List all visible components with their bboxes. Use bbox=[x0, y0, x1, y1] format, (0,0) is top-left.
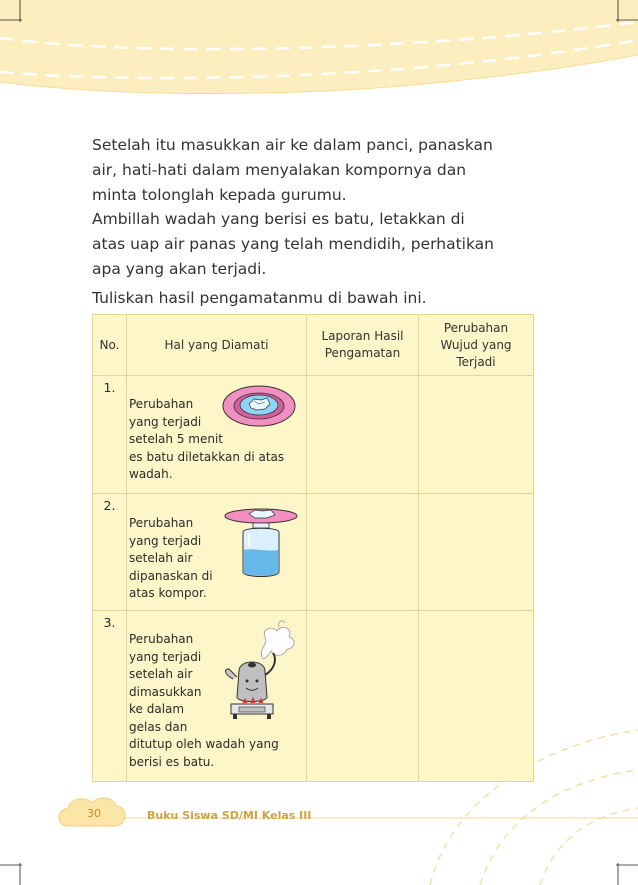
description-line: Perubahan bbox=[129, 632, 194, 646]
table-row bbox=[93, 611, 534, 782]
row-description bbox=[127, 376, 307, 494]
description-line: dipanaskan di bbox=[129, 568, 213, 583]
description-line: gelas dan bbox=[129, 719, 188, 734]
report-cell[interactable] bbox=[307, 494, 419, 611]
header-line: Wujud yang bbox=[440, 337, 512, 352]
page-number: 30 bbox=[87, 807, 101, 820]
header-no: No. bbox=[93, 315, 127, 376]
row-description bbox=[127, 611, 307, 782]
change-cell[interactable] bbox=[419, 376, 534, 494]
header-line: Pengamatan bbox=[324, 346, 401, 360]
observation-table bbox=[92, 314, 534, 782]
description-line: setelah air bbox=[129, 551, 193, 565]
description-line: ditutup oleh wadah yang bbox=[129, 737, 279, 751]
description-line: atas kompor. bbox=[129, 586, 207, 600]
change-cell[interactable] bbox=[419, 611, 534, 782]
table-row bbox=[93, 494, 534, 611]
instruction-paragraph-heat-water bbox=[92, 133, 542, 208]
book-title: Buku Siswa SD/MI Kelas III bbox=[147, 809, 312, 822]
description-line: ke dalam bbox=[129, 702, 185, 716]
table-header-row bbox=[93, 315, 534, 376]
description-line: setelah 5 menit bbox=[129, 432, 223, 446]
description-line: yang terjadi bbox=[129, 649, 202, 664]
text-line: Setelah itu masukkan air ke dalam panci, panaskan bbox=[92, 136, 493, 154]
text-line: Ambillah wadah yang berisi es batu, letakkan di bbox=[92, 210, 465, 228]
text-line: atas uap air panas yang telah mendidih, perhatikan bbox=[92, 235, 494, 253]
description-line: es batu diletakkan di atas bbox=[129, 449, 285, 464]
header-line: Terjadi bbox=[456, 354, 496, 369]
text-line: Tuliskan hasil pengamatanmu di bawah ini. bbox=[92, 289, 427, 307]
text-line: air, hati-hati dalam menyalakan kompornya dan bbox=[92, 161, 467, 179]
header-observed: Hal yang Diamati bbox=[127, 315, 307, 376]
description-line: Perubahan bbox=[129, 397, 194, 411]
description-line: yang terjadi bbox=[129, 533, 202, 548]
change-cell[interactable] bbox=[419, 494, 534, 611]
description-line: yang terjadi bbox=[129, 414, 202, 429]
description-line: berisi es batu. bbox=[129, 754, 215, 769]
report-cell[interactable] bbox=[307, 376, 419, 494]
report-cell[interactable] bbox=[307, 611, 419, 782]
description-line: Perubahan bbox=[129, 516, 194, 530]
jar-with-ice-icon bbox=[223, 506, 299, 582]
table-row bbox=[93, 376, 534, 494]
row-number: 3. bbox=[93, 611, 127, 782]
row-number: 2. bbox=[93, 494, 127, 611]
row-description bbox=[127, 494, 307, 611]
instruction-paragraph-ice-container bbox=[92, 207, 542, 282]
description-line: wadah. bbox=[129, 467, 173, 481]
header-line: Laporan Hasil bbox=[321, 329, 404, 343]
text-line: minta tolonglah kepada gurumu. bbox=[92, 186, 347, 204]
description-line: dimasukkan bbox=[129, 684, 202, 699]
instruction-write-results bbox=[92, 286, 542, 311]
row-number: 1. bbox=[93, 376, 127, 494]
header-report bbox=[307, 315, 419, 376]
text-line: apa yang akan terjadi. bbox=[92, 260, 267, 278]
description-line: setelah air bbox=[129, 667, 193, 681]
header-change bbox=[419, 315, 534, 376]
header-line: Perubahan bbox=[443, 320, 509, 335]
